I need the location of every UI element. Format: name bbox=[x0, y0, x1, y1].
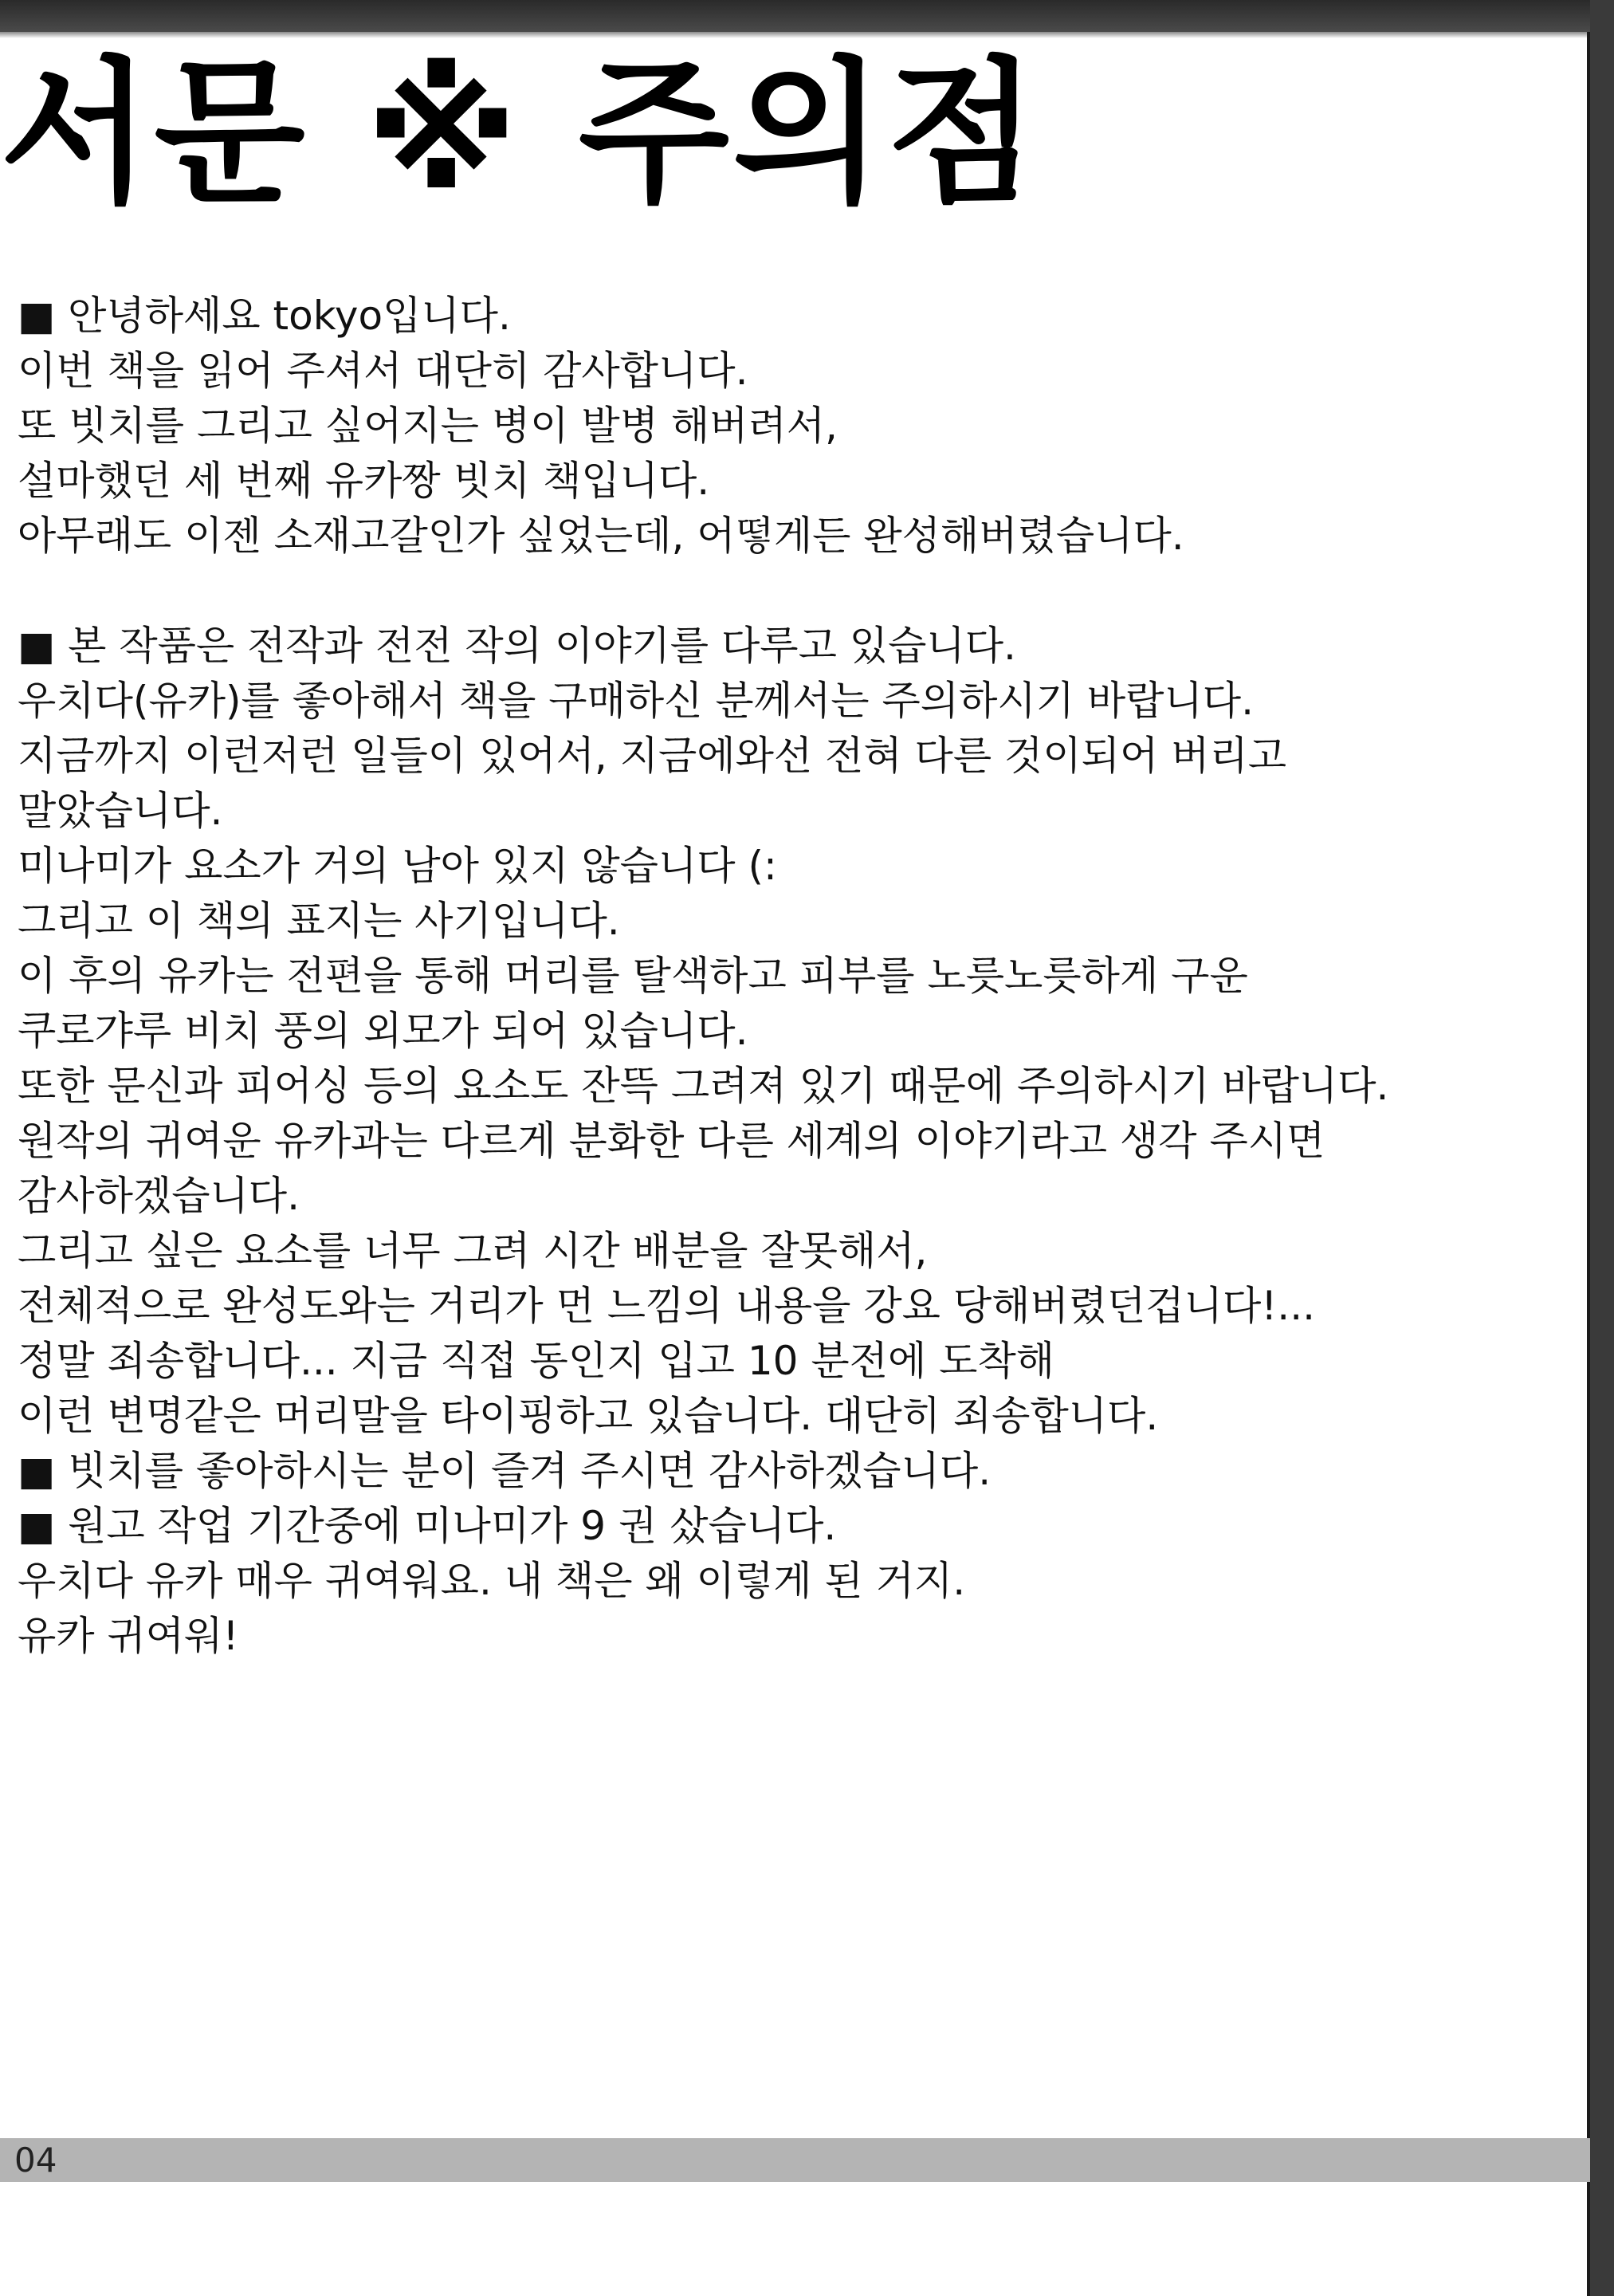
body-line: 그리고 이 책의 표지는 사기입니다. bbox=[18, 898, 620, 944]
body-line: 원작의 귀여운 유카과는 다르게 분화한 다른 세계의 이야기라고 생각 주시면 bbox=[18, 1118, 1325, 1164]
body-line: 설마했던 세 번째 유카짱 빗치 책입니다. bbox=[18, 458, 710, 504]
body-line: 아무래도 이젠 소재고갈인가 싶었는데, 어떻게든 완성해버렸습니다. bbox=[18, 513, 1184, 559]
body-line: 우치다 유카 매우 귀여워요. 내 책은 왜 이렇게 된 거지. bbox=[18, 1558, 966, 1604]
body-line: 또 빗치를 그리고 싶어지는 병이 발병 해버려서, bbox=[18, 403, 838, 449]
body-line: 미나미가 요소가 거의 남아 있지 않습니다 (: bbox=[18, 843, 777, 889]
body-line: ■ 안녕하세요 tokyo입니다. bbox=[18, 293, 511, 339]
body-line: 우치다(유카)를 좋아해서 책을 구매하신 분께서는 주의하시기 바랍니다. bbox=[18, 678, 1254, 724]
body-line: ■ 본 작품은 전작과 전전 작의 이야기를 다루고 있습니다. bbox=[18, 623, 1016, 669]
body-line: 이 후의 유카는 전편을 통해 머리를 탈색하고 피부를 노릇노릇하게 구운 bbox=[18, 953, 1248, 999]
scan-top-edge bbox=[0, 0, 1614, 32]
scan-right-edge bbox=[1590, 0, 1614, 2296]
footer-band bbox=[0, 2138, 1590, 2182]
body-line: 이런 변명같은 머리말을 타이핑하고 있습니다. 대단히 죄송합니다. bbox=[18, 1393, 1159, 1439]
page-number: 04 bbox=[14, 2141, 57, 2180]
body-line: 그리고 싶은 요소를 너무 그려 시간 배분을 잘못해서, bbox=[18, 1228, 928, 1274]
blank-line bbox=[18, 564, 1572, 619]
body-line: ■ 빗치를 좋아하시는 분이 즐겨 주시면 감사하겠습니다. bbox=[18, 1448, 992, 1494]
body-line: 또한 문신과 피어싱 등의 요소도 잔뜩 그려져 있기 때문에 주의하시기 바랍니다. bbox=[18, 1063, 1389, 1109]
body-line: ■ 원고 작업 기간중에 미나미가 9 권 샀습니다. bbox=[18, 1503, 837, 1549]
body-line: 감사하겠습니다. bbox=[18, 1173, 300, 1219]
body-line: 쿠로갸루 비치 풍의 외모가 되어 있습니다. bbox=[18, 1008, 748, 1054]
body-line: 유카 귀여워! bbox=[18, 1613, 239, 1659]
body-line: 말았습니다. bbox=[18, 788, 223, 834]
body-line: 정말 죄송합니다... 지금 직접 동인지 입고 10 분전에 도착해 bbox=[18, 1338, 1055, 1384]
body-line: 전체적으로 완성도와는 거리가 먼 느낌의 내용을 강요 당해버렸던겁니다!... bbox=[18, 1283, 1315, 1329]
page-title: 서문 ※ 주의점 bbox=[0, 43, 1041, 225]
preface-body bbox=[18, 289, 1572, 1664]
body-line: 지금까지 이런저런 일들이 있어서, 지금에와선 전혀 다른 것이되어 버리고 bbox=[18, 733, 1287, 779]
body-line: 이번 책을 읽어 주셔서 대단히 감사합니다. bbox=[18, 348, 748, 394]
